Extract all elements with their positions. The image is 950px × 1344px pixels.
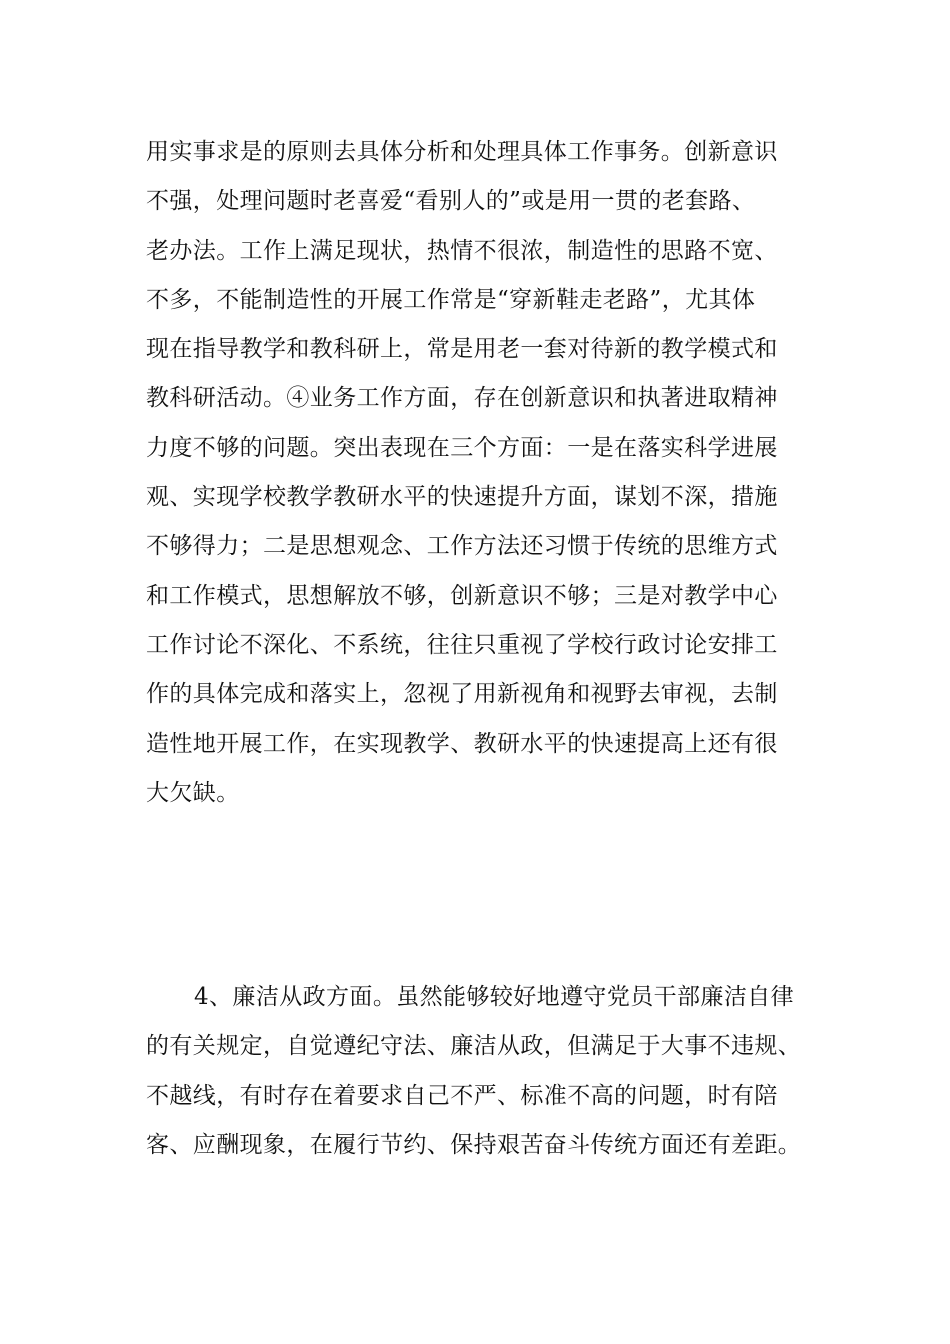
text-line: 和工作模式，思想解放不够，创新意识不够；三是对教学中心 — [146, 582, 778, 609]
text-line: 观、实现学校教学教研水平的快速提升方面，谋划不深，措施 — [146, 484, 778, 511]
text-line: 大欠缺。 — [146, 779, 240, 806]
text-line: 造性地开展工作，在实现教学、教研水平的快速提高上还有很 — [146, 730, 778, 757]
text-line: 力度不够的问题。突出表现在三个方面：一是在落实科学进展 — [146, 434, 778, 461]
text-line: 不够得力；二是思想观念、工作方法还习惯于传统的思维方式 — [146, 533, 778, 560]
text-line: 的有关规定，自觉遵纪守法、廉洁从政，但满足于大事不违规、 — [146, 1033, 802, 1060]
text-line: 客、应酬现象，在履行节约、保持艰苦奋斗传统方面还有差距。 — [146, 1131, 802, 1158]
text-line: 不越线，有时存在着要求自己不严、标准不高的问题，时有陪 — [146, 1082, 778, 1109]
text-line: 现在指导教学和教科研上，常是用老一套对待新的教学模式和 — [146, 336, 778, 363]
text-line: 老办法。工作上满足现状，热情不很浓，制造性的思路不宽、 — [146, 237, 778, 264]
text-line: 教科研活动。④业务工作方面，存在创新意识和执著进取精神 — [146, 385, 778, 412]
paragraph-integrity — [146, 973, 846, 1170]
paragraph-innovation — [146, 128, 846, 818]
text-line: 4、廉洁从政方面。虽然能够较好地遵守党员干部廉洁自律 — [194, 984, 795, 1010]
text-line: 用实事求是的原则去具体分析和处理具体工作事务。创新意识 — [146, 139, 778, 165]
text-line: 作的具体完成和落实上，忽视了用新视角和视野去审视，去制 — [146, 681, 778, 708]
text-line: 不多，不能制造性的开展工作常是“穿新鞋走老路”，尤其体 — [146, 286, 756, 313]
text-line: 工作讨论不深化、不系统，往往只重视了学校行政讨论安排工 — [146, 631, 778, 658]
text-line: 不强，处理问题时老喜爱“看别人的”或是用一贯的老套路、 — [146, 188, 756, 215]
